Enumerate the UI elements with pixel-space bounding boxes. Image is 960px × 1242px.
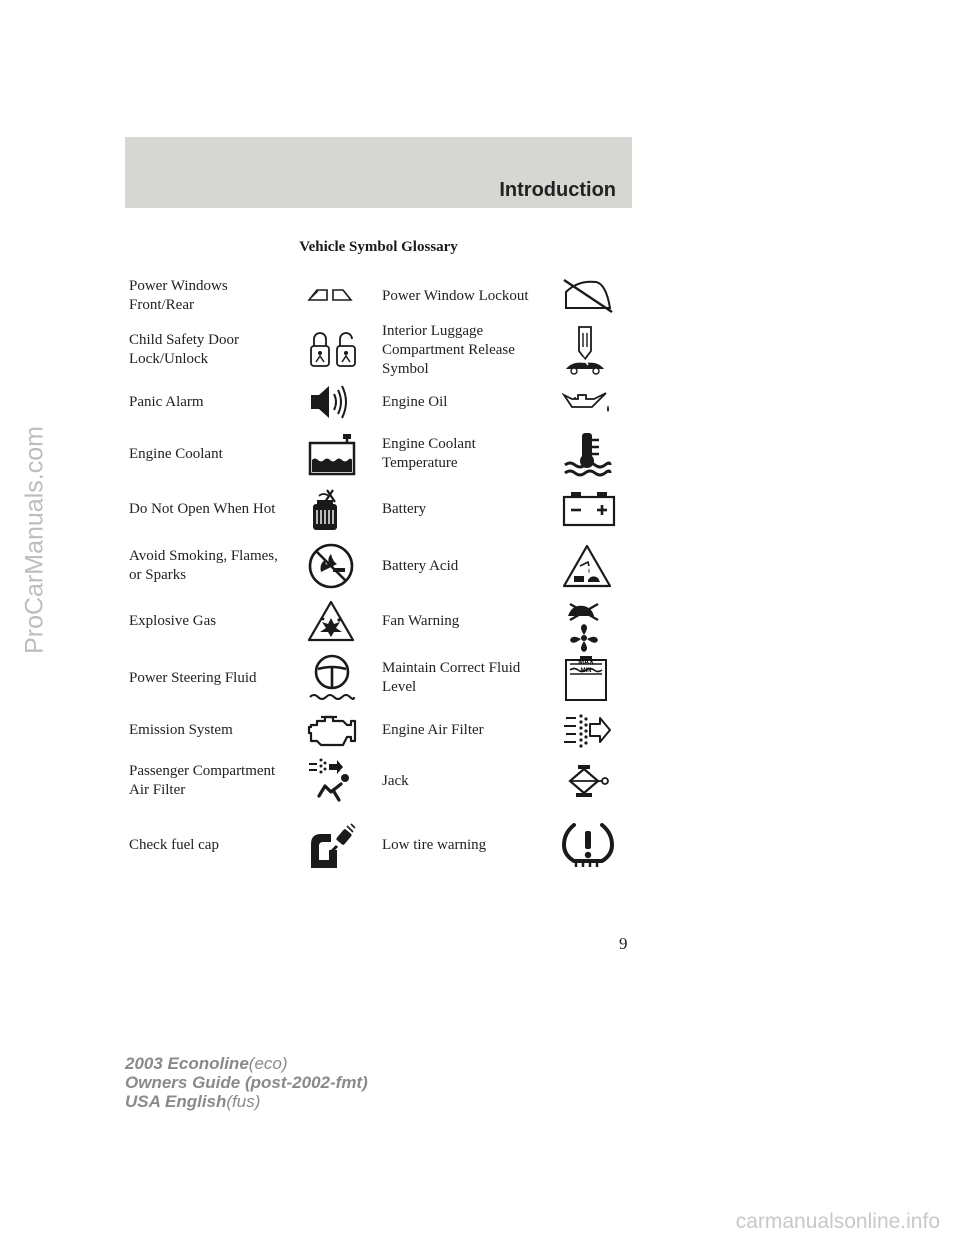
symbol-label-text: Engine Oil bbox=[382, 393, 448, 410]
symbol-label bbox=[129, 382, 299, 422]
glossary-row bbox=[0, 818, 960, 872]
fluid-min-text: MIN bbox=[580, 668, 592, 674]
glossary-row bbox=[0, 650, 960, 706]
symbol-label-text: Engine Air Filter bbox=[382, 721, 484, 738]
symbol-label-text: Do Not Open When Hot bbox=[129, 500, 276, 517]
symbol-label bbox=[382, 320, 550, 380]
engine-oil-icon bbox=[562, 387, 612, 417]
engine-air-filter-icon bbox=[562, 710, 612, 750]
battery-icon bbox=[562, 491, 616, 527]
symbol-label-text: Fan Warning bbox=[382, 612, 460, 629]
glossary-row bbox=[0, 538, 960, 594]
glossary-row bbox=[0, 428, 960, 480]
symbol-label bbox=[129, 538, 299, 594]
symbol-label bbox=[129, 276, 299, 316]
glossary-row bbox=[0, 488, 960, 530]
power-steering-fluid-icon bbox=[307, 653, 357, 703]
symbol-label-text: Emission System bbox=[129, 721, 233, 738]
symbol-label bbox=[382, 488, 550, 530]
section-title: Introduction bbox=[499, 179, 616, 201]
no-smoking-icon bbox=[307, 542, 355, 590]
symbol-label-text: Avoid Smoking, Flames, or Sparks bbox=[129, 548, 278, 583]
footer-model-code: (eco) bbox=[248, 1054, 288, 1073]
glossary-row bbox=[0, 600, 960, 642]
symbol-label bbox=[382, 818, 550, 872]
glossary-row bbox=[0, 276, 960, 316]
footer-language: USA English bbox=[125, 1092, 227, 1111]
do-not-open-hot-icon bbox=[307, 488, 343, 532]
symbol-label bbox=[382, 650, 550, 706]
fluid-level-icon bbox=[562, 654, 610, 702]
symbol-label bbox=[382, 756, 550, 806]
symbol-label-text: Panic Alarm bbox=[129, 393, 204, 410]
power-windows-icon bbox=[307, 284, 353, 308]
symbol-label-text: Jack bbox=[382, 772, 409, 789]
low-tire-warning-icon bbox=[562, 821, 614, 869]
symbol-label-text: Child Safety Door Lock/Unlock bbox=[129, 332, 239, 367]
symbol-label-text: Maintain Correct Fluid Level bbox=[382, 660, 521, 695]
symbol-label bbox=[129, 650, 299, 706]
glossary-row bbox=[0, 756, 960, 806]
explosive-gas-icon bbox=[307, 600, 355, 642]
symbol-label-text: Passenger Compartment Air Filter bbox=[129, 763, 276, 798]
symbol-label bbox=[382, 428, 550, 480]
fan-warning-icon bbox=[562, 600, 606, 652]
child-safety-lock-icon bbox=[307, 330, 359, 370]
symbol-label-text: Engine Coolant Temperature bbox=[382, 436, 476, 471]
symbol-label-text: Check fuel cap bbox=[129, 836, 219, 853]
symbol-label-text: Power Window Lockout bbox=[382, 287, 529, 304]
symbol-label bbox=[382, 276, 550, 316]
symbol-label-text: Battery Acid bbox=[382, 557, 459, 574]
symbol-label-text: Power Steering Fluid bbox=[129, 669, 257, 686]
symbol-label bbox=[129, 600, 299, 642]
battery-acid-icon bbox=[562, 544, 612, 588]
fluid-max-text: MAX bbox=[578, 659, 594, 666]
trunk-release-icon bbox=[562, 325, 608, 375]
symbol-label-text: Battery bbox=[382, 500, 427, 517]
footer-guide: Owners Guide (post-2002-fmt) bbox=[125, 1073, 368, 1092]
bottom-watermark[interactable]: carmanualsonline.info bbox=[735, 1210, 940, 1233]
cabin-air-filter-icon bbox=[307, 756, 353, 806]
symbol-label-text: Low tire warning bbox=[382, 836, 487, 853]
check-fuel-cap-icon bbox=[307, 820, 357, 870]
power-window-lockout-icon bbox=[562, 278, 614, 314]
symbol-label bbox=[129, 710, 299, 750]
side-watermark-text: ProCarManuals.com bbox=[20, 426, 49, 654]
footer-language-code: (fus) bbox=[226, 1092, 261, 1111]
symbol-label bbox=[129, 488, 299, 530]
symbol-label bbox=[382, 710, 550, 750]
glossary-row bbox=[0, 320, 960, 380]
glossary-row bbox=[0, 382, 960, 422]
symbol-label bbox=[382, 382, 550, 422]
symbol-label bbox=[129, 818, 299, 872]
side-watermark bbox=[10, 260, 60, 820]
symbol-label-text: Power Windows Front/Rear bbox=[129, 278, 228, 313]
engine-coolant-icon bbox=[307, 432, 357, 476]
symbol-label bbox=[382, 538, 550, 594]
glossary-row bbox=[0, 710, 960, 750]
footer-model: 2003 Econoline bbox=[125, 1054, 249, 1073]
coolant-temperature-icon bbox=[562, 431, 612, 477]
symbol-label bbox=[129, 320, 299, 380]
symbol-label-text: Engine Coolant bbox=[129, 445, 223, 462]
symbol-label-text: Explosive Gas bbox=[129, 612, 217, 629]
panic-alarm-icon bbox=[307, 382, 351, 422]
glossary-title: Vehicle Symbol Glossary bbox=[299, 239, 458, 255]
symbol-label bbox=[129, 428, 299, 480]
jack-icon bbox=[562, 763, 612, 799]
symbol-label bbox=[129, 756, 299, 806]
symbol-label bbox=[382, 600, 550, 642]
symbol-label-text: Interior Luggage Compartment Release Symbol bbox=[382, 322, 515, 377]
section-header-band bbox=[125, 137, 632, 208]
page-number: 9 bbox=[619, 934, 628, 953]
emission-system-icon bbox=[307, 711, 357, 749]
document-footer bbox=[125, 1054, 368, 1111]
